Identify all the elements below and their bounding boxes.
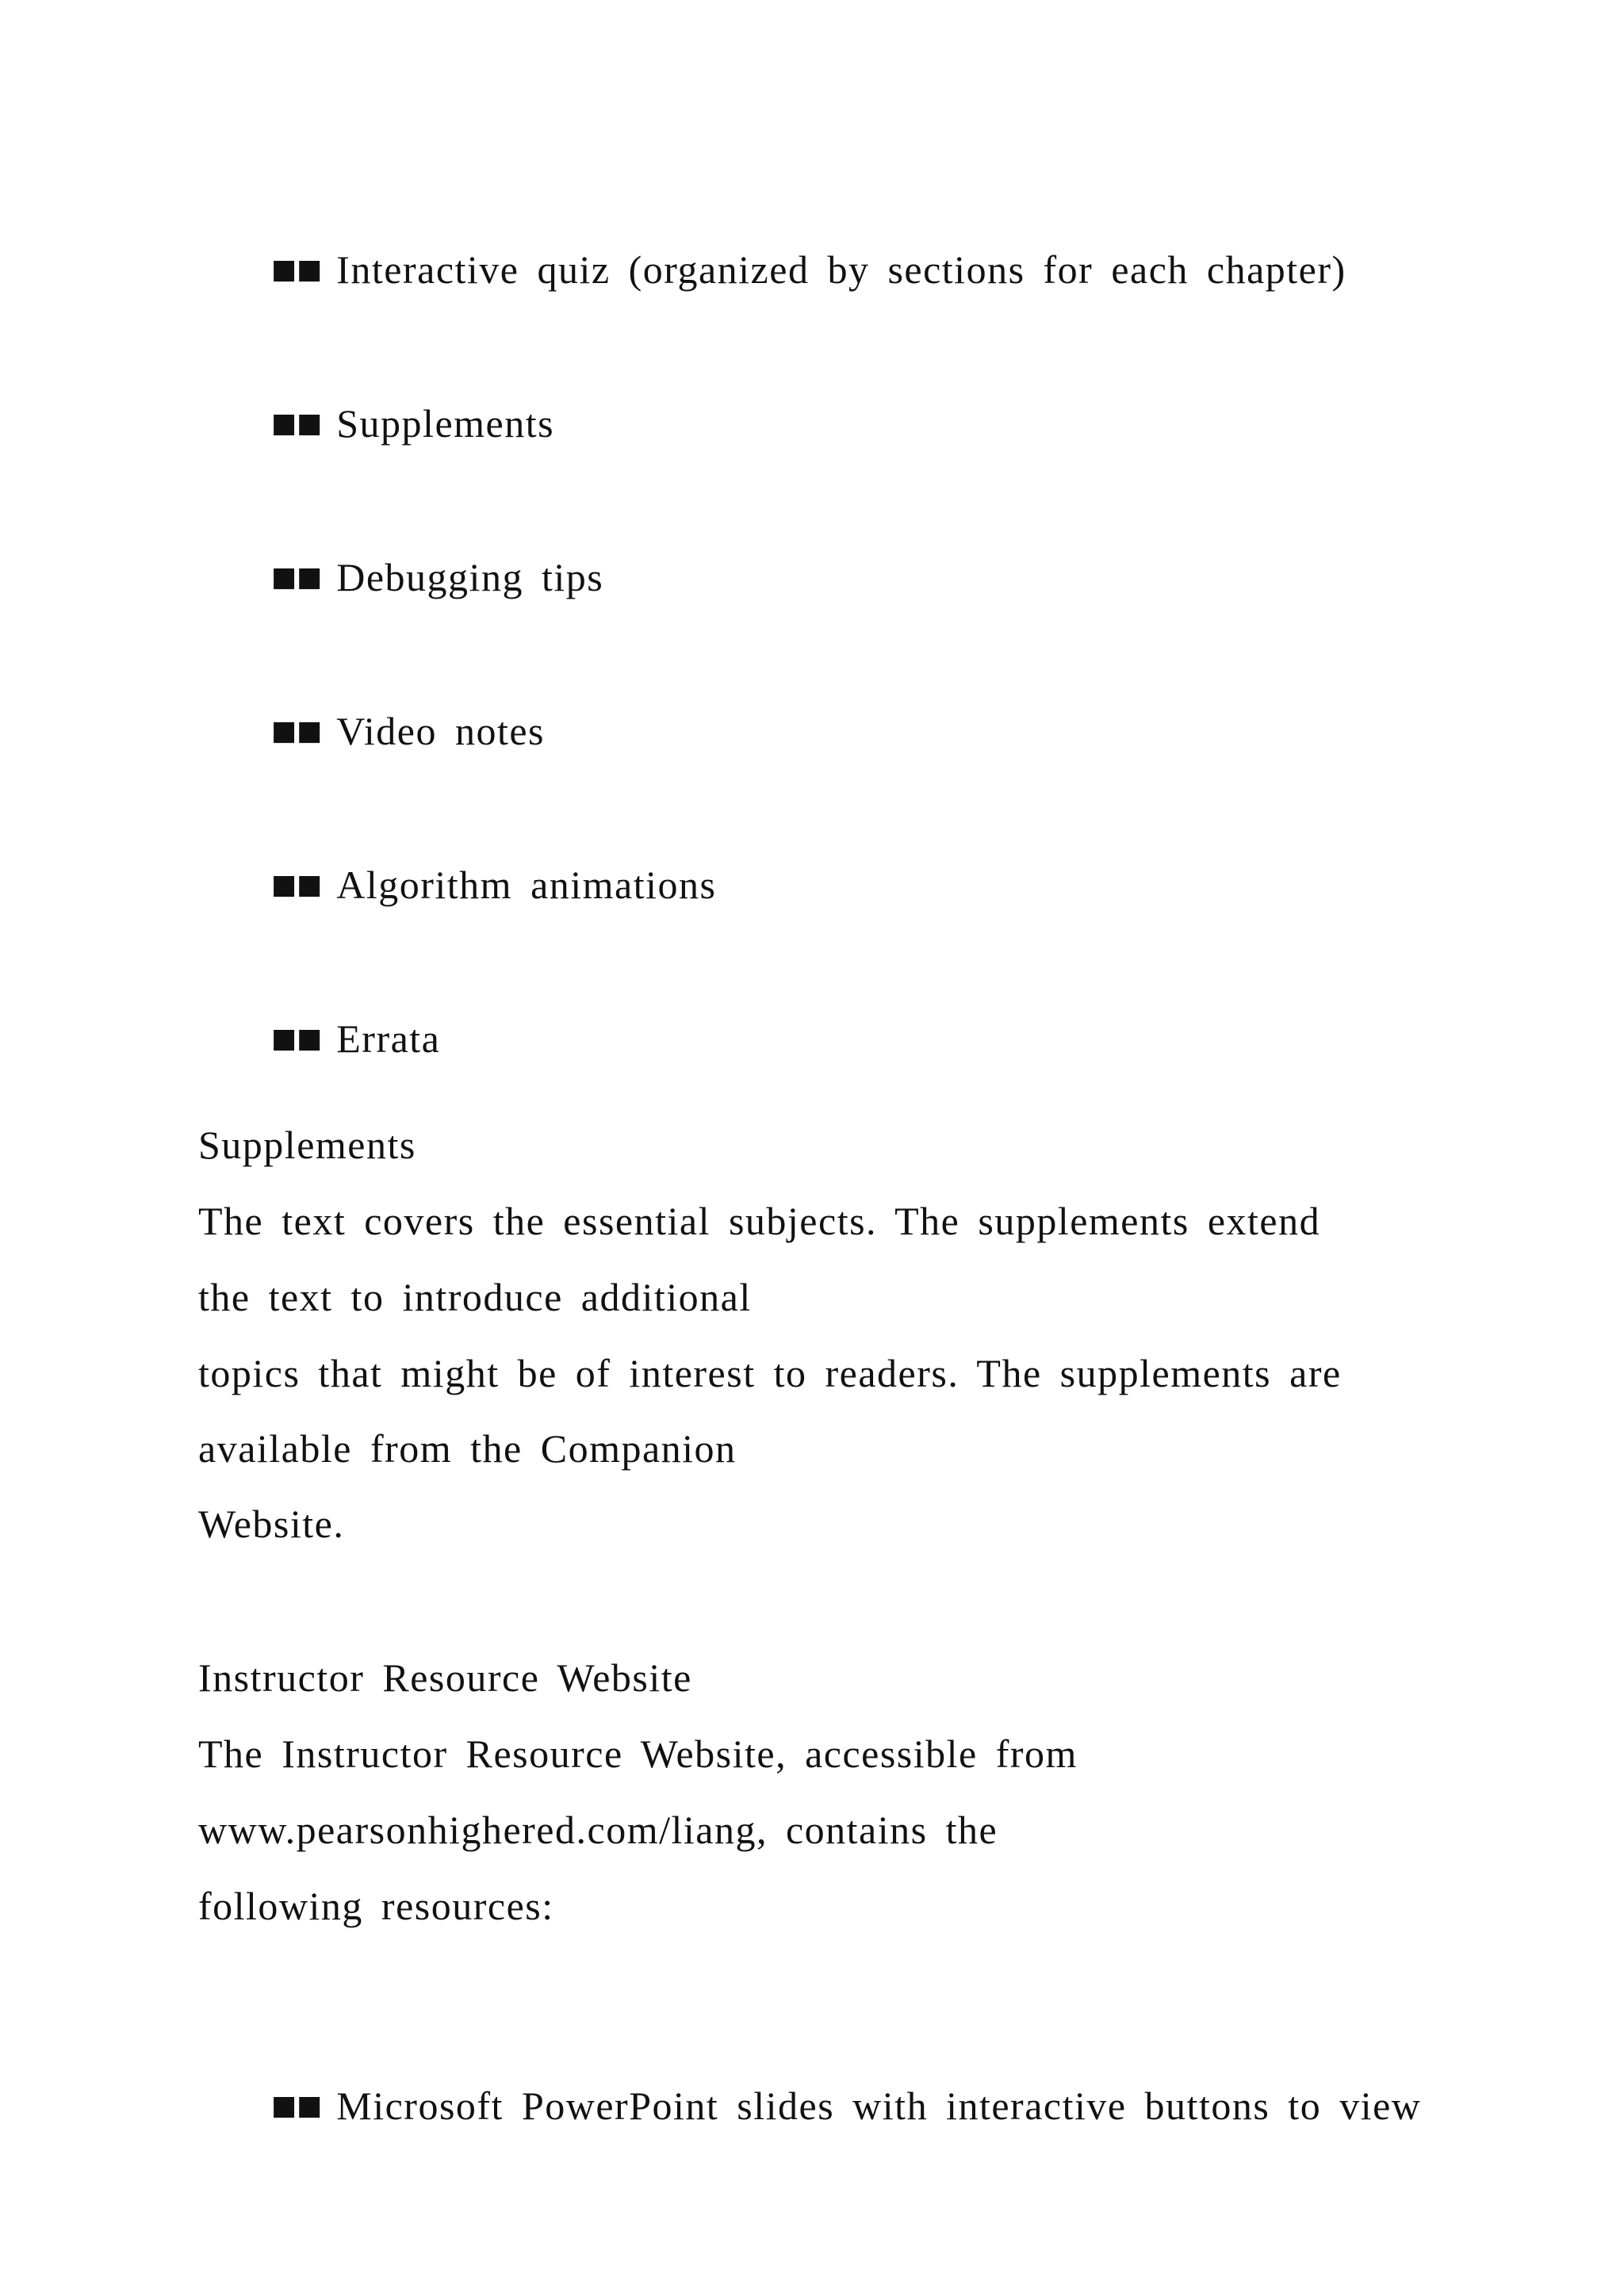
section-heading-supplements: Supplements [198, 1123, 416, 1167]
list-item [198, 813, 716, 956]
paragraph-line: topics that might be of interest to readers. The supplements are [198, 1351, 1342, 1395]
paragraph-line: Website. [198, 1502, 345, 1546]
list-item-text: Debugging tips [336, 555, 604, 599]
paragraph-line: www.pearsonhighered.com/liang, contains the [198, 1808, 998, 1852]
bullet-square-icon: ■■ [271, 408, 323, 439]
section-heading-instructor: Instructor Resource Website [198, 1655, 692, 1700]
list-item [198, 506, 603, 649]
bullet-square-icon: ■■ [271, 869, 323, 901]
list-item-text: Errata [336, 1016, 441, 1061]
list-item-text: Microsoft PowerPoint slides with interactive buttons to view [336, 2084, 1422, 2128]
list-item [198, 2034, 1421, 2177]
list-item-text: Interactive quiz (organized by sections for each chapter) [336, 247, 1346, 292]
list-item [198, 352, 554, 495]
paragraph-line: following resources: [198, 1884, 554, 1928]
paragraph-line: The Instructor Resource Website, accessible from [198, 1732, 1078, 1776]
list-item-text: Algorithm animations [336, 863, 717, 907]
paragraph-line: available from the Companion [198, 1426, 737, 1471]
list-item [198, 198, 1346, 341]
bullet-square-icon: ■■ [271, 715, 323, 747]
bullet-square-icon: ■■ [271, 561, 323, 593]
bullet-square-icon: ■■ [271, 2090, 323, 2122]
list-item-text: Supplements [336, 401, 555, 446]
list-item [198, 660, 545, 802]
paragraph-line: The text covers the essential subjects. The supplements extend [198, 1199, 1321, 1243]
paragraph-line: the text to introduce additional [198, 1275, 752, 1319]
bullet-square-icon: ■■ [271, 1023, 323, 1054]
list-item-text: Video notes [336, 709, 545, 753]
list-item [198, 967, 440, 1110]
bullet-square-icon: ■■ [271, 254, 323, 285]
